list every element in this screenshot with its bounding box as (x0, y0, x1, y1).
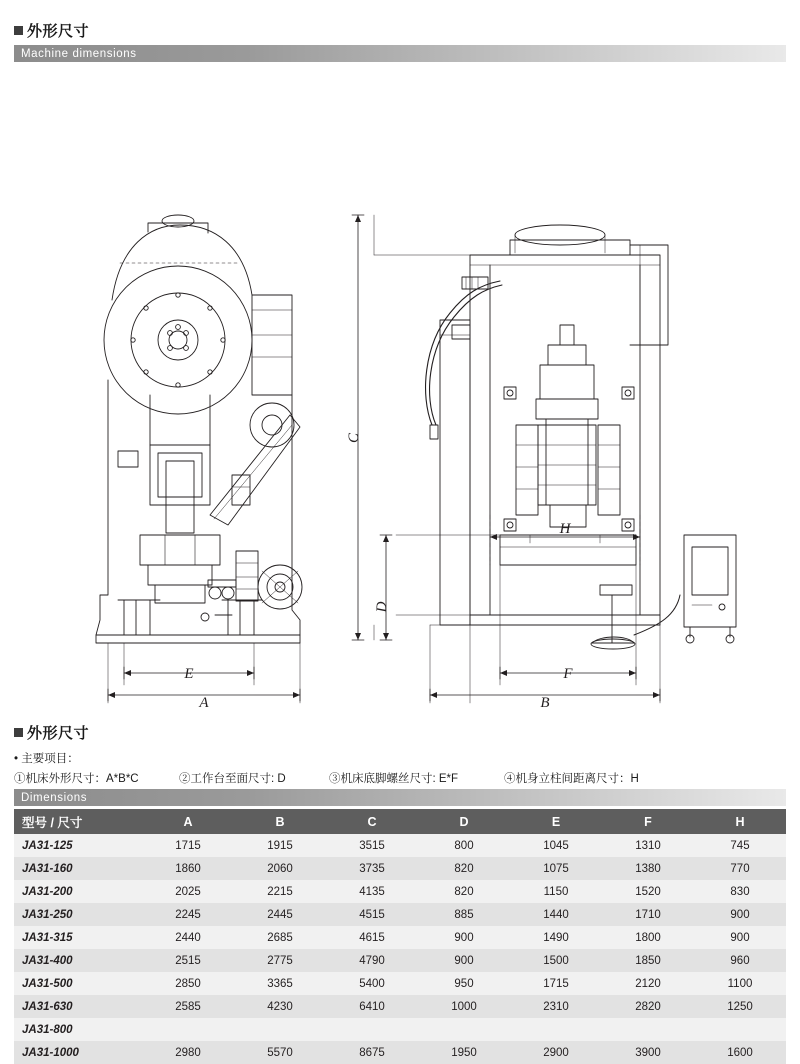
cell-d (418, 1018, 510, 1041)
dimension-label-F: F (563, 666, 573, 682)
cell-model: JA31-315 (14, 926, 142, 949)
cell-a: 2980 (142, 1041, 234, 1064)
square-bullet-icon (14, 26, 23, 35)
column-header-f: F (602, 809, 694, 834)
cell-h: 1250 (694, 995, 786, 1018)
square-bullet-icon-2 (14, 728, 23, 737)
column-header-d: D (418, 809, 510, 834)
cell-c: 4615 (326, 926, 418, 949)
cell-a: 1860 (142, 857, 234, 880)
cell-e: 1075 (510, 857, 602, 880)
cell-c: 4790 (326, 949, 418, 972)
cell-e: 1150 (510, 880, 602, 903)
cell-f: 3900 (602, 1041, 694, 1064)
note-item-2: ②工作台至面尺寸: D (179, 773, 286, 785)
dimension-label-A: A (199, 695, 209, 711)
cell-h: 900 (694, 926, 786, 949)
column-header-e: E (510, 809, 602, 834)
cell-model: JA31-500 (14, 972, 142, 995)
cell-f: 1850 (602, 949, 694, 972)
table-row (14, 1018, 786, 1041)
table-row (14, 926, 786, 949)
cell-c (326, 1018, 418, 1041)
cell-e: 1045 (510, 834, 602, 857)
cell-f: 2820 (602, 995, 694, 1018)
cell-e: 1500 (510, 949, 602, 972)
cell-b: 1915 (234, 834, 326, 857)
header-banner-label: Machine dimensions (21, 47, 137, 60)
dimensions-banner-label: Dimensions (21, 791, 88, 804)
page-title (14, 20, 89, 41)
cell-a: 2585 (142, 995, 234, 1018)
cell-h: 745 (694, 834, 786, 857)
column-header-b: B (234, 809, 326, 834)
cell-b: 5570 (234, 1041, 326, 1064)
notes-items (14, 770, 786, 788)
note-item-1: ①机床外形尺寸：A*B*C (14, 773, 139, 785)
note-item-4: ④机身立柱间距离尺寸：H (504, 773, 639, 785)
dimensions-title (14, 722, 89, 743)
cell-d: 800 (418, 834, 510, 857)
cell-f: 1800 (602, 926, 694, 949)
cell-e: 1490 (510, 926, 602, 949)
cell-f: 1520 (602, 880, 694, 903)
cell-a (142, 1018, 234, 1041)
cell-d: 900 (418, 926, 510, 949)
cell-b: 2775 (234, 949, 326, 972)
table-header-row (14, 809, 786, 834)
cell-d: 900 (418, 949, 510, 972)
cell-h: 1100 (694, 972, 786, 995)
cell-h: 830 (694, 880, 786, 903)
cell-a: 2440 (142, 926, 234, 949)
cell-e: 2310 (510, 995, 602, 1018)
table-row (14, 903, 786, 926)
cell-h: 1600 (694, 1041, 786, 1064)
cell-b: 2685 (234, 926, 326, 949)
machine-dimension-drawing (0, 95, 800, 711)
cell-e: 2900 (510, 1041, 602, 1064)
dimensions-title-text: 外形尺寸 (27, 725, 90, 742)
cell-h: 900 (694, 903, 786, 926)
cell-h: 770 (694, 857, 786, 880)
cell-c: 4135 (326, 880, 418, 903)
cell-a: 1715 (142, 834, 234, 857)
cell-c: 4515 (326, 903, 418, 926)
column-header-h: H (694, 809, 786, 834)
cell-model: JA31-160 (14, 857, 142, 880)
column-header-c: C (326, 809, 418, 834)
cell-b: 2445 (234, 903, 326, 926)
cell-d: 820 (418, 880, 510, 903)
dimension-notes (14, 750, 786, 788)
dimension-label-E: E (184, 666, 194, 682)
table-row (14, 949, 786, 972)
cell-f: 2120 (602, 972, 694, 995)
cell-model: JA31-125 (14, 834, 142, 857)
header-banner (14, 45, 786, 62)
cell-c: 6410 (326, 995, 418, 1018)
table-row (14, 972, 786, 995)
cell-b: 2215 (234, 880, 326, 903)
cell-a: 2850 (142, 972, 234, 995)
note-item-3: ③机床底脚螺丝尺寸: E*F (329, 773, 459, 785)
cell-model: JA31-250 (14, 903, 142, 926)
cell-d: 950 (418, 972, 510, 995)
table-row (14, 1041, 786, 1064)
dimensions-table (14, 809, 786, 1064)
notes-intro: • 主要项目： (14, 753, 79, 765)
cell-c: 5400 (326, 972, 418, 995)
cell-a: 2245 (142, 903, 234, 926)
dimensions-banner (14, 789, 786, 806)
cell-b (234, 1018, 326, 1041)
cell-d: 1000 (418, 995, 510, 1018)
cell-model: JA31-800 (14, 1018, 142, 1041)
cell-a: 2025 (142, 880, 234, 903)
column-header-model: 型号 / 尺寸 (14, 809, 142, 834)
cell-c: 3515 (326, 834, 418, 857)
cell-d: 820 (418, 857, 510, 880)
dimension-label-H: H (559, 521, 571, 537)
table-row (14, 857, 786, 880)
cell-b: 3365 (234, 972, 326, 995)
cell-d: 885 (418, 903, 510, 926)
table-header (14, 809, 786, 834)
cell-f: 1710 (602, 903, 694, 926)
cell-h: 960 (694, 949, 786, 972)
cell-f: 1380 (602, 857, 694, 880)
cell-h (694, 1018, 786, 1041)
page-title-text: 外形尺寸 (27, 23, 90, 40)
cell-model: JA31-630 (14, 995, 142, 1018)
table-row (14, 834, 786, 857)
table-row (14, 995, 786, 1018)
dimension-label-B: B (540, 695, 550, 711)
table-row (14, 880, 786, 903)
cell-c: 8675 (326, 1041, 418, 1064)
cell-f: 1310 (602, 834, 694, 857)
table-body (14, 834, 786, 1064)
cell-b: 4230 (234, 995, 326, 1018)
cell-e: 1715 (510, 972, 602, 995)
cell-a: 2515 (142, 949, 234, 972)
dimension-label-C: C (346, 432, 362, 444)
cell-b: 2060 (234, 857, 326, 880)
column-header-a: A (142, 809, 234, 834)
cell-model: JA31-400 (14, 949, 142, 972)
cell-f (602, 1018, 694, 1041)
cell-e (510, 1018, 602, 1041)
cell-model: JA31-200 (14, 880, 142, 903)
cell-d: 1950 (418, 1041, 510, 1064)
dimension-label-D: D (374, 601, 390, 613)
cell-model: JA31-1000 (14, 1041, 142, 1064)
cell-e: 1440 (510, 903, 602, 926)
cell-c: 3735 (326, 857, 418, 880)
